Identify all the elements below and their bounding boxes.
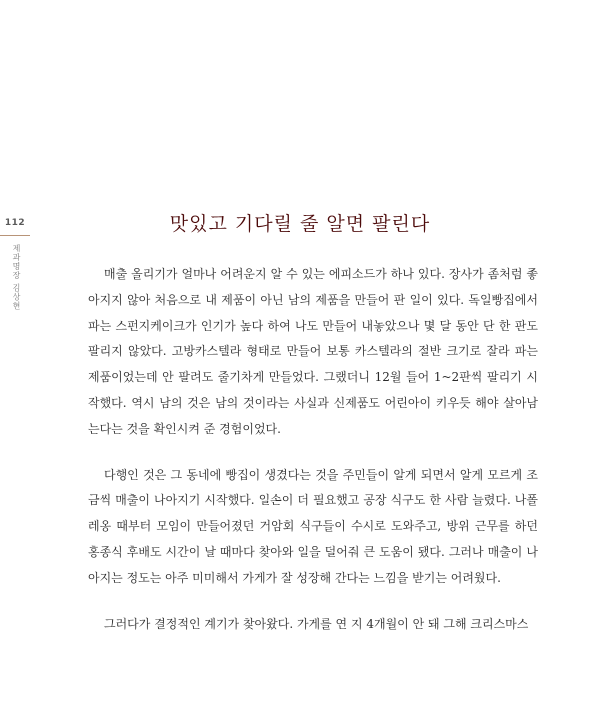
- body-text: [88, 262, 538, 637]
- paragraph-2: 다행인 것은 그 동네에 빵집이 생겼다는 것을 주민들이 알게 되면서 알게 모르게 조금씩 매출이 나아지기 시작했다. 일손이 더 필요했고 공장 식구도 한 사람 늘렸다. 나폴레옹 때부터 모임이 만들어졌던 거암회 식구들이 수시로 도와주고, 방위 근무를 하던 홍종식 후배도 시간이 날 때마다 찾아와 일을 덜어줘 큰 도움이 됐다. 그러나 매출이 나아지는 정도는 아주 미미해서 가게가 잘 성장해 간다는 느낌을 받기는 어려웠다.: [88, 467, 538, 585]
- running-head: 제과명장 김상현: [12, 244, 21, 311]
- section-title: 맛있고 기다릴 줄 알면 팔린다: [169, 213, 431, 235]
- paragraph-1: 매출 올리기가 얼마나 어려운지 알 수 있는 에피소드가 하나 있다. 장사가 좀처럼 좋아지지 않아 처음으로 내 제품이 아닌 남의 제품을 만들어 판 일이 있다. 독일빵집에서 파는 스펀지케이크가 인기가 높다 하여 나도 만들어 내놓았으나 몇 달 동안 단 한 판도 팔리지 않았다. 고방카스텔라 형태로 만들어 보통 카스텔라의 절반 크기로 잘라 파는 제품이었는데 안 팔려도 줄기차게 만들었다. 그랬더니 12월 들어 1~2판씩 팔리기 시작했다. 역시 남의 것은 남의 것이라는 사실과 신제품도 어린아이 키우듯 해야 살아남는다는 것을 확인시켜 준 경험이었다.: [88, 267, 538, 436]
- page-number: 112: [4, 218, 26, 228]
- paragraph-3: 그러다가 결정적인 계기가 찾아왔다. 가게를 연 지 4개월이 안 돼 그해 크리스마스: [104, 616, 529, 631]
